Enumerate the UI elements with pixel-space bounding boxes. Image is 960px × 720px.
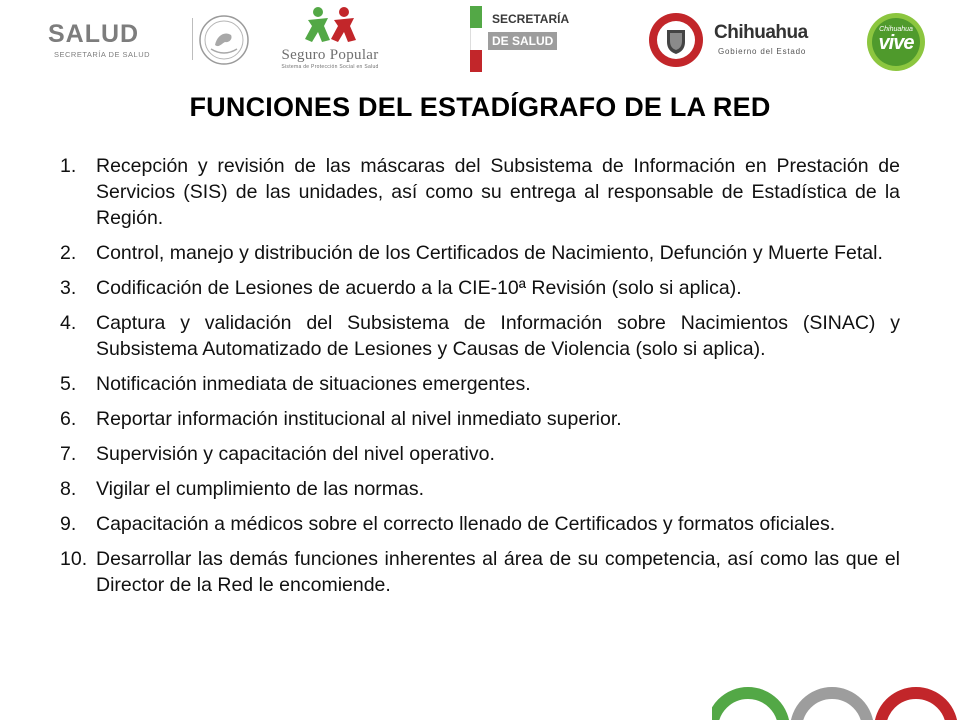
logo-divider (192, 18, 193, 60)
chihuahua-name: Chihuahua (714, 22, 808, 43)
list-item-number: 2. (60, 242, 77, 264)
functions-list (60, 153, 900, 607)
list-item-text: Reportar información institucional al nivel inmediato superior. (96, 408, 622, 430)
chihuahua-subtitle: Gobierno del Estado (718, 47, 807, 56)
decorative-rings-icon (712, 683, 960, 720)
salud-logo-word: SALUD (48, 20, 140, 48)
list-item-number: 8. (60, 478, 77, 500)
flag-green-bar (470, 6, 482, 28)
list-item-number: 1. (60, 155, 77, 177)
secretaria-line1: SECRETARÍA (492, 12, 570, 26)
list-item (60, 275, 900, 301)
secretaria-line2: DE SALUD (488, 32, 557, 50)
list-item-text: Recepción y revisión de las máscaras del Subsistema de Información en Prestación de Servicios (SIS) de las unidades, así como su entrega al responsable de Estadística de la Región. (96, 155, 900, 229)
list-item (60, 240, 900, 266)
list-item-text: Desarrollar las demás funciones inherentes al área de su competencia, así como las que el Director de la Red le encomiende. (96, 548, 900, 596)
page-title: FUNCIONES DEL ESTADÍGRAFO DE LA RED (189, 92, 771, 122)
vive-small-text: Chihuahua (879, 26, 913, 33)
chihuahua-vive-logo (866, 12, 926, 72)
seguro-popular-title: Seguro Popular (281, 47, 379, 63)
list-item (60, 476, 900, 502)
chihuahua-shield-icon (648, 12, 704, 68)
list-item-text: Capacitación a médicos sobre el correcto llenado de Certificados y formatos oficiales. (96, 513, 836, 535)
list-item-number: 9. (60, 513, 77, 535)
flag-white-bar (470, 28, 483, 50)
list-item-number: 7. (60, 443, 77, 465)
list-item (60, 406, 900, 432)
seguro-popular-logo (270, 6, 390, 70)
list-item-text: Codificación de Lesiones de acuerdo a la CIE-10ª Revisión (solo si aplica). (96, 277, 742, 299)
secretaria-salud-logo (470, 6, 600, 72)
list-item-number: 10. (60, 548, 88, 570)
list-item (60, 511, 900, 537)
list-item (60, 371, 900, 397)
seguro-popular-subtitle: Sistema de Protección Social en Salud (281, 64, 379, 70)
list-item (60, 546, 900, 598)
list-item-text: Supervisión y capacitación del nivel operativo. (96, 443, 495, 465)
list-item-number: 4. (60, 312, 77, 334)
list-item-text: Notificación inmediata de situaciones emergentes. (96, 373, 531, 395)
list-item (60, 310, 900, 362)
list-item-number: 6. (60, 408, 77, 430)
list-item-number: 3. (60, 277, 77, 299)
list-item-text: Control, manejo y distribución de los Certificados de Nacimiento, Defunción y Muerte Fetal. (96, 242, 883, 264)
seguro-popular-figures-icon (300, 6, 360, 46)
mexico-seal-icon (197, 13, 251, 67)
list-item-number: 5. (60, 373, 77, 395)
list-item-text: Vigilar el cumplimiento de las normas. (96, 478, 425, 500)
chihuahua-logo (648, 12, 818, 68)
salud-logo-subtitle: SECRETARÍA DE SALUD (54, 50, 151, 59)
list-item (60, 441, 900, 467)
flag-red-bar (470, 50, 482, 72)
vive-word: vive (878, 32, 914, 54)
salud-logo (42, 18, 222, 60)
list-item-text: Captura y validación del Subsistema de Información sobre Nacimientos (SINAC) y Subsistema Automatizado de Lesiones y Causas de Violencia (solo si aplica). (96, 312, 900, 360)
list-item (60, 153, 900, 231)
